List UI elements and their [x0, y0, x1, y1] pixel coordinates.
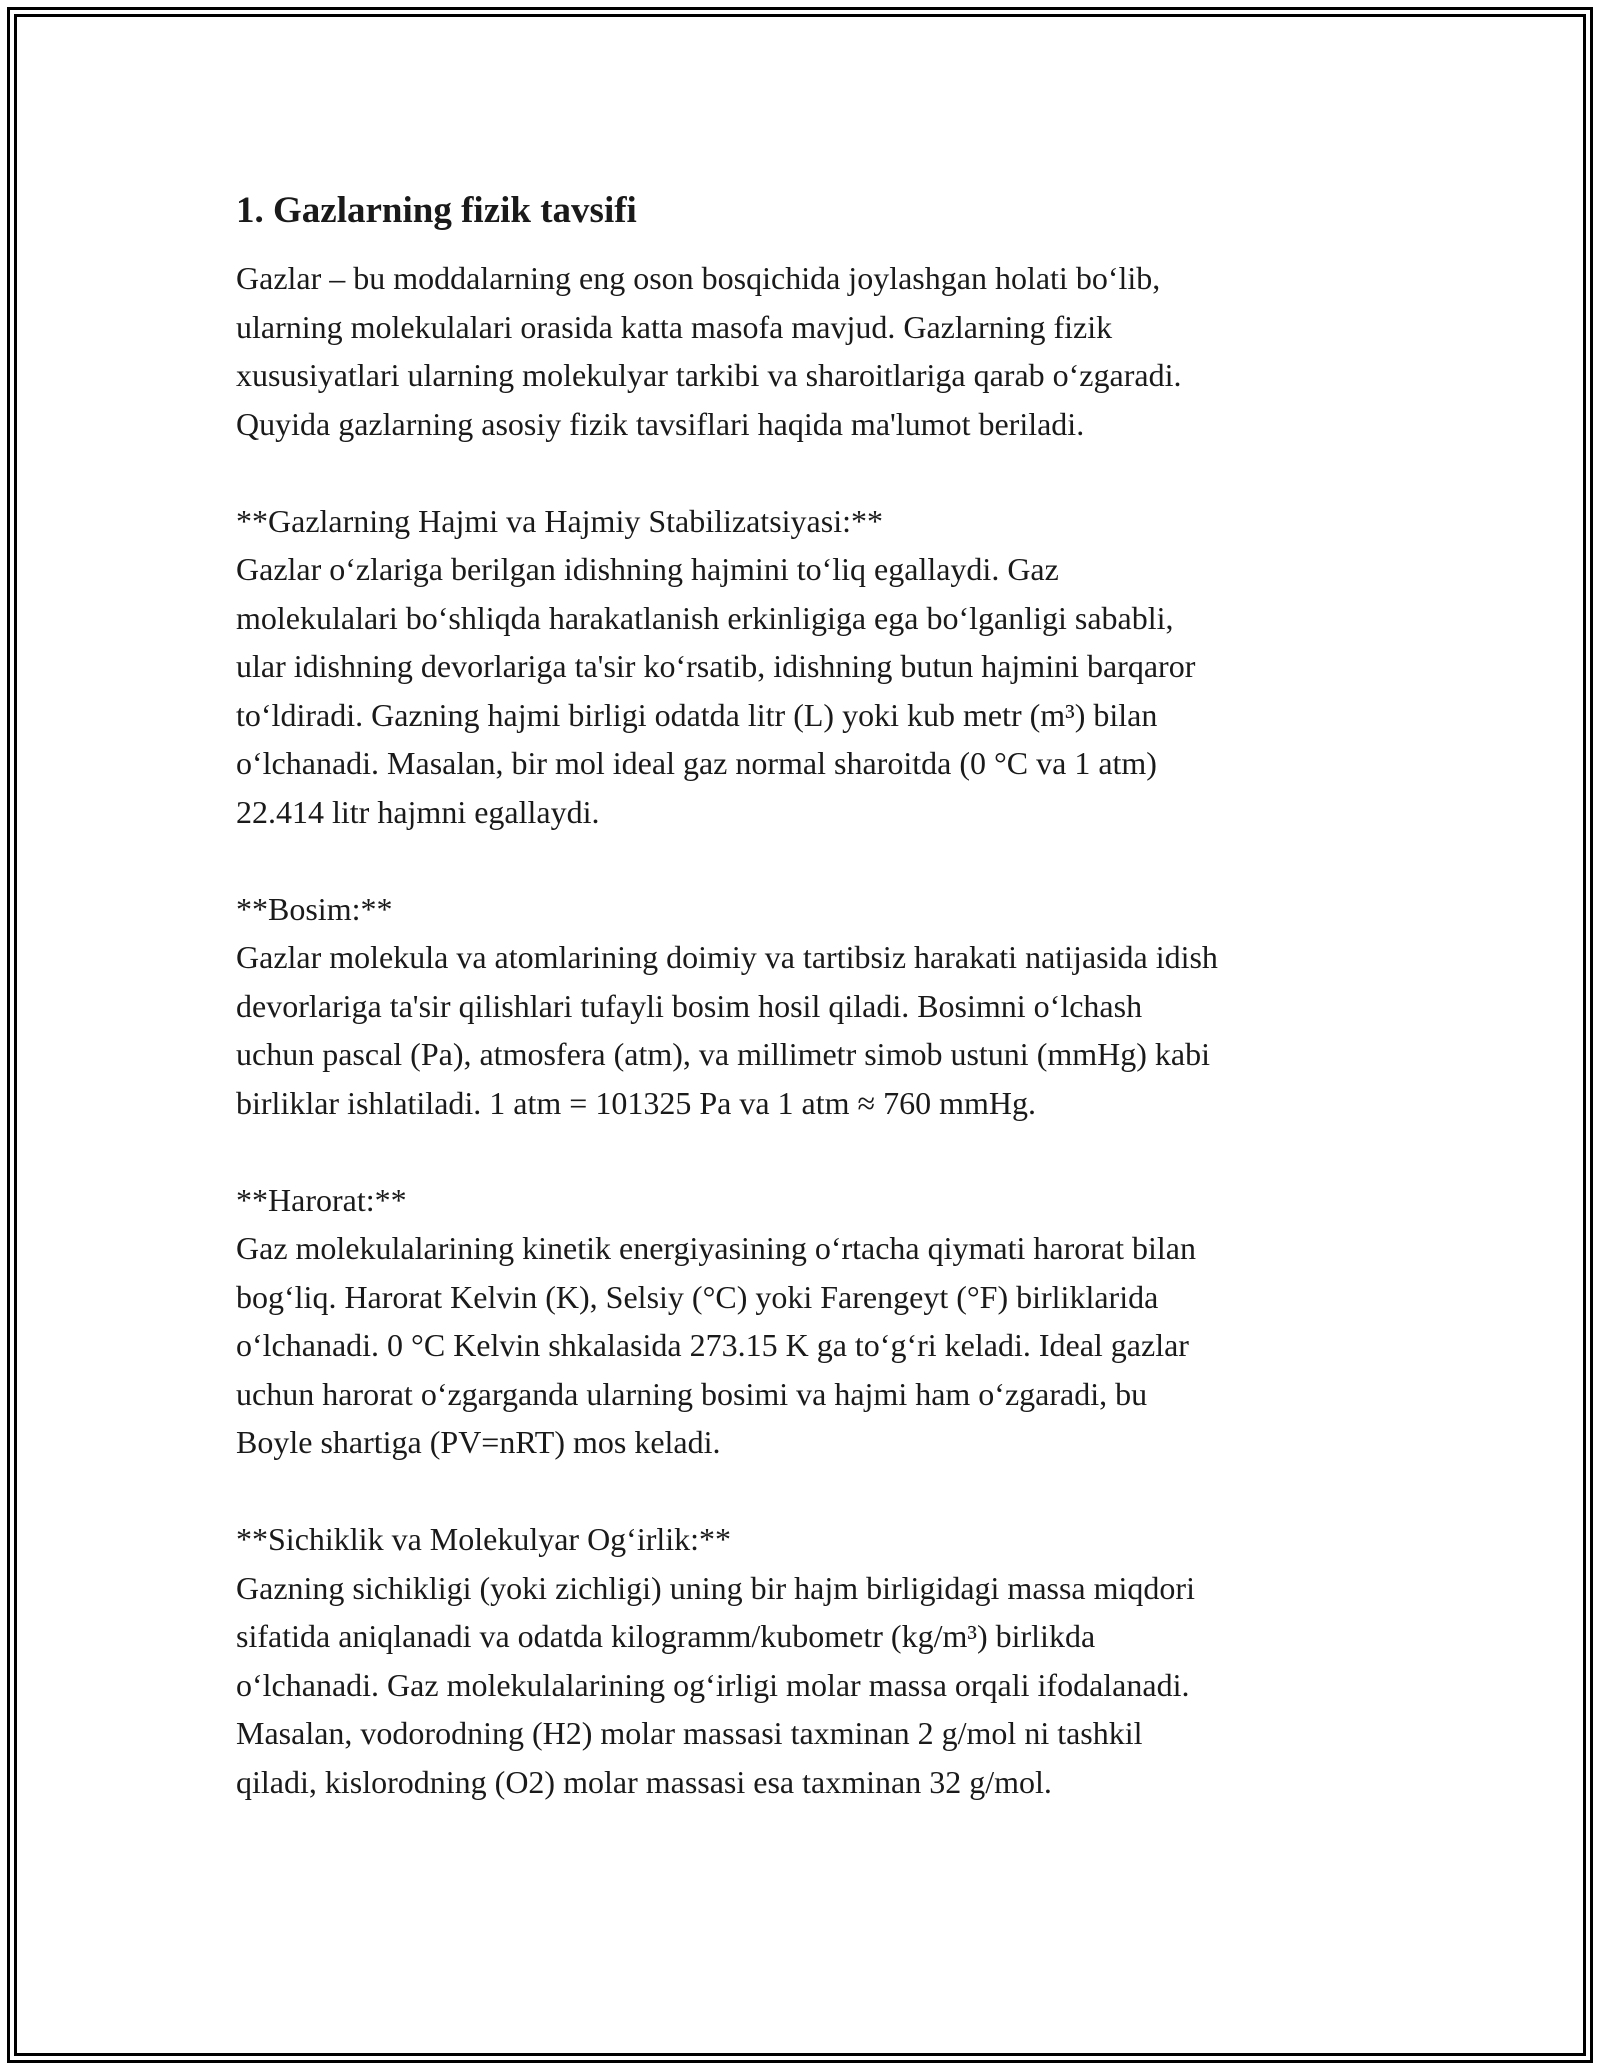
section-heading-temperature: **Harorat:** [236, 1181, 407, 1218]
paragraph-gap [236, 1127, 1366, 1176]
section-heading-density: **Sichiklik va Molekulyar Og‘irlik:** [236, 1521, 732, 1557]
section-heading-volume: **Gazlarning Hajmi va Hajmiy Stabilizatsiyasi:** [236, 502, 883, 539]
section-body-density: Gazning sichikligi (yoki zichligi) uning bir hajm birligidagi massa miqdori sifatida aniqlanadi va odatda kilogramm/kubometr (kg/m³) birlikda o‘lchanadi. Gaz molekulalarining og‘irligi molar massa orqali ifodalanadi. Masalan, vodorodning (H2) molar massasi taxminan 2 g/mol ni tashkil qiladi, kislorodning (O2) molar massasi esa taxminan 32 g/mol. [236, 1569, 1195, 1800]
section-body-volume: Gazlar o‘zlariga berilgan idishning hajmini to‘liq egallaydi. Gaz molekulalari bo‘shliqda harakatlanish erkinligiga ega bo‘lganligi sababli, ular idishning devorlariga ta'sir ko‘rsatib, idishning butun hajmini barqaror to‘ldiradi. Gazning hajmi birligi odatda litr (L) yoki kub metr (m³) bilan o‘lchanadi. Masalan, bir mol ideal gaz normal sharoitda (0 °C va 1 atm) 22.414 litr hajmni egallaydi. [236, 551, 1196, 830]
intro-paragraph: Gazlar – bu moddalarning eng oson bosqichida joylashgan holati bo‘lib, ularning molekulalari orasida katta masofa mavjud. Gazlarning fizik xususiyatlari ularning molekulyar tarkibi va sharoitlariga qarab o‘zgaradi. Quyida gazlarning asosiy fizik tavsiflari haqida ma'lumot beriladi. [236, 260, 1182, 442]
section-body-temperature: Gaz molekulalarining kinetik energiyasining o‘rtacha qiymati harorat bilan bog‘liq. Harorat Kelvin (K), Selsiy (°C) yoki Farengeyt (°F) birliklarida o‘lchanadi. 0 °C Kelvin shkalasida 273.15 K ga to‘g‘ri keladi. Ideal gazlar uchun harorat o‘zgarganda ularning bosimi va hajmi ham o‘zgaradi, bu Boyle shartiga (PV=nRT) mos keladi. [236, 1230, 1196, 1460]
paragraph-gap [236, 1467, 1366, 1516]
document-body [236, 186, 1366, 1806]
paragraph-gap [236, 448, 1366, 497]
paragraph-gap [236, 836, 1366, 885]
section-body-pressure: Gazlar molekula va atomlarining doimiy va tartibsiz harakati natijasida idish devorlariga ta'sir qilishlari tufayli bosim hosil qiladi. Bosimni o‘lchash uchun pascal (Pa), atmosfera (atm), va millimetr simob ustuni (mmHg) kabi birliklar ishlatiladi. 1 atm = 101325 Pa va 1 atm ≈ 760 mmHg. [236, 939, 1218, 1121]
section-heading-pressure: **Bosim:** [236, 890, 393, 927]
document-title: 1. Gazlarning fizik tavsifi [236, 190, 637, 231]
